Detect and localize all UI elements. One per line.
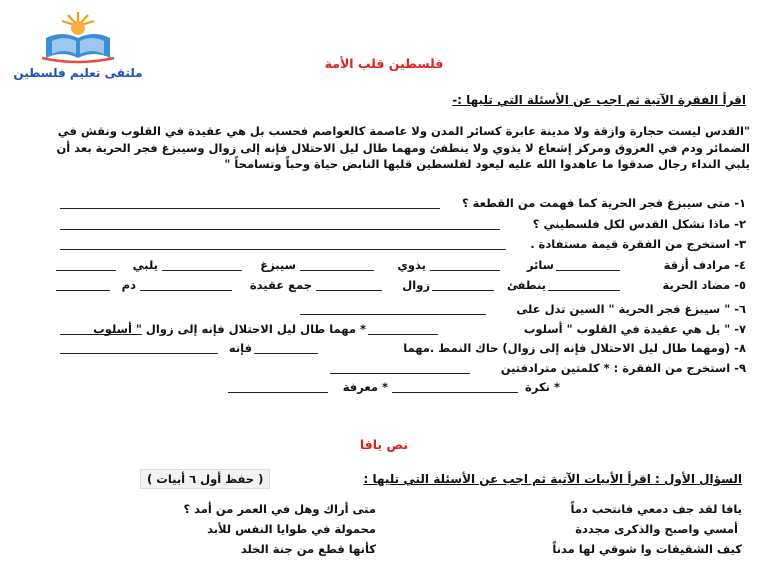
q5-word-1: ينطفئ — [506, 278, 546, 292]
verse-3-first: كيف الشقيقات وا شوقي لها مدناً — [552, 542, 742, 556]
answer-line-8b[interactable] — [60, 353, 218, 354]
q4-word-1: سائر — [526, 258, 554, 272]
question-4-label: ٤- مرادف أزقة — [663, 258, 746, 272]
answer-line-6[interactable] — [300, 314, 486, 315]
question-7b: * مهما طال ليل الاحتلال فإنه إلى زوال " أسلوب — [93, 322, 366, 336]
answer-line-7b[interactable] — [60, 334, 142, 335]
answer-line-8a[interactable] — [254, 353, 318, 354]
verse-2-first: أمسي واصبح والذكرى مجددة — [575, 522, 738, 536]
answer-line-4d[interactable] — [162, 270, 242, 271]
answer-line-5a[interactable] — [548, 290, 620, 291]
question-2: ٢- ماذا تشكل القدس لكل فلسطيني ؟ — [532, 217, 746, 231]
verse-1-second: متى أراك وهل في العمر من أمد ؟ — [183, 502, 376, 516]
verse-1-first: يافا لقد جف دمعي فانتحب دماً — [570, 502, 742, 516]
reading-paragraph — [10, 123, 750, 173]
page-title: فلسطين قلب الأمة — [324, 56, 444, 71]
answer-line-9a[interactable] — [330, 373, 470, 374]
poem-instruction: السؤال الأول : اقرأ الأبيات الآتية ثم اجب عن الأسئلة التي تليها : — [363, 472, 742, 486]
q4-word-2: يذوي — [397, 258, 426, 272]
section-title-yafa: نص يافا — [359, 437, 409, 452]
memorize-note: ( حفظ أول ٦ أبيات ) — [140, 469, 270, 489]
question-5-label: ٥- مضاد الحرية — [662, 278, 746, 292]
q5-word-3: جمع عقيدة — [249, 278, 312, 292]
q5-word-2: زوال — [402, 278, 430, 292]
answer-line-5b[interactable] — [432, 290, 494, 291]
paragraph-line: الضمائر ودم في العروق ومركز إشعاع لا يذوي ولا ينطفئ ومهما طال ليل الاحتلال فإنه إلى زوال وسيبزغ فجر الحرية بعد أن — [56, 140, 750, 155]
q4-word-3: سيبزغ — [260, 258, 296, 272]
answer-line-5e[interactable] — [56, 290, 110, 291]
paragraph-line: يلبي النداء رجال صدقوا ما عاهدوا الله عليه ليعود لفلسطين قلبها النابض حياة وحباً وتسامحاً " — [224, 157, 750, 171]
answer-line-5c[interactable] — [316, 290, 382, 291]
answer-line-4a[interactable] — [556, 270, 620, 271]
question-7a: ٧- " بل هي عقيدة في القلوب " أسلوب — [523, 322, 746, 336]
question-8b: فإنه — [228, 341, 252, 355]
question-9-indefinite: * نكرة — [525, 380, 560, 394]
answer-line-9b[interactable] — [392, 392, 518, 393]
verse-2-second: محمولة في طوايا النفس للأبد — [207, 522, 376, 536]
reading-instruction: اقرأ الفقرة الآتية ثم اجب عن الأسئلة التي تليها :- — [452, 93, 746, 107]
answer-line-9c[interactable] — [228, 392, 328, 393]
logo-text: ملتقى تعليم فلسطين — [13, 66, 143, 80]
answer-line-3[interactable] — [60, 249, 506, 250]
answer-line-2[interactable] — [60, 229, 500, 230]
question-6: ٦- " سيبزغ فجر الحرية " السين تدل على — [516, 302, 746, 316]
q5-word-4: دم — [121, 278, 136, 292]
answer-line-4c[interactable] — [300, 270, 374, 271]
verse-3-second: كأنها قطع من جنة الخلد — [240, 542, 376, 556]
answer-line-5d[interactable] — [140, 290, 232, 291]
answer-line-4b[interactable] — [430, 270, 500, 271]
question-8a: ٨- (ومهما طال ليل الاحتلال فإنه إلى زوال) حاك النمط .مهما — [403, 341, 746, 355]
question-9-definite: * معرفة — [342, 380, 388, 394]
question-1: ١- متى سيبزغ فجر الحرية كما فهمت من القطعة ؟ — [461, 196, 746, 210]
answer-line-4e[interactable] — [56, 270, 116, 271]
answer-line-7a[interactable] — [368, 334, 438, 335]
question-3: ٣- استخرج من الفقرة قيمة مستفادة . — [530, 237, 746, 251]
question-9: ٩- استخرج من الفقرة : * كلمتين مترادفتين — [500, 361, 746, 375]
paragraph-line: "القدس ليست حجارة وازقة ولا مدينة عابرة كسائر المدن ولا عاصمة كالعواصم فحسب بل هي عقيدة في القلوب ونقش في — [57, 124, 750, 138]
answer-line-1[interactable] — [60, 208, 440, 209]
q4-word-4: يلبي — [132, 258, 158, 272]
